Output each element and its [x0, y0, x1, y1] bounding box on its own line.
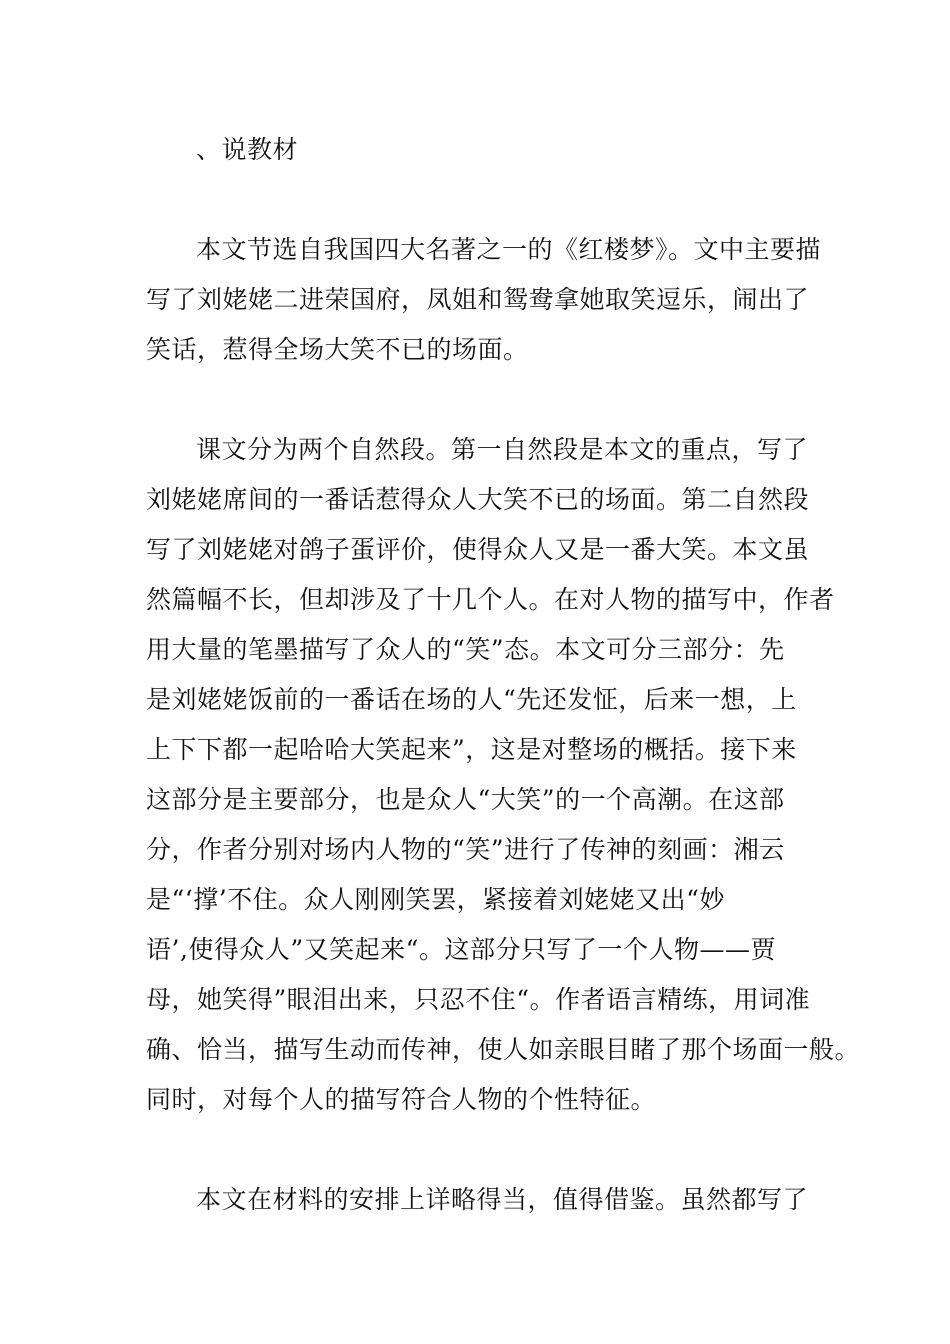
paragraph-line: 同时，对每个人的描写符合人物的个性特征。	[146, 1085, 657, 1114]
paragraph-line: 用大量的笔墨描写了众人的“笑”态。本文可分三部分：先	[146, 635, 785, 664]
paragraph-line: 语’,使得众人”又笑起来“。这部分只写了一个人物——贾	[146, 935, 776, 964]
paragraph-line: 确、恰当，描写生动而传神，使人如亲眼目睹了那个场面一般。	[146, 1035, 861, 1064]
paragraph-line: 是“‘撑’不住。众人刚刚笑罢，紧接着刘姥姥又出“妙	[146, 885, 725, 914]
paragraph-line: 课文分为两个自然段。第一自然段是本文的重点，写了	[196, 435, 809, 464]
paragraph-line: 写了刘姥姥二进荣国府，凤姐和鸳鸯拿她取笑逗乐，闹出了	[146, 285, 810, 314]
paragraph-line: 刘姥姥席间的一番话惹得众人大笑不已的场面。第二自然段	[146, 485, 810, 514]
paragraph-line: 这部分是主要部分，也是众人“大笑”的一个高潮。在这部	[146, 785, 785, 814]
paragraph-line: 母，她笑得”眼泪出来，只忍不住“。作者语言精练，用词准	[146, 985, 811, 1014]
paragraph-line: 分，作者分别对场内人物的“笑”进行了传神的刻画：湘云	[146, 835, 785, 864]
paragraph-line: 是刘姥姥饭前的一番话在场的人“先还发怔，后来一想，上	[146, 685, 797, 714]
paragraph-line: 本文在材料的安排上详略得当，值得借鉴。虽然都写了	[196, 1185, 809, 1214]
paragraph-line: 然篇幅不长，但却涉及了十几个人。在对人物的描写中，作者	[146, 585, 835, 614]
paragraph-line: 上下下都一起哈哈大笑起来”，这是对整场的概括。接下来	[146, 735, 797, 764]
paragraph-line: 写了刘姥姥对鸽子蛋评价，使得众人又是一番大笑。本文虽	[146, 535, 810, 564]
paragraph-line: 笑话，惹得全场大笑不已的场面。	[146, 335, 529, 364]
paragraph-line: 本文节选自我国四大名著之一的《红楼梦》。文中主要描	[196, 235, 822, 264]
section-heading: 、说教材	[196, 135, 299, 164]
